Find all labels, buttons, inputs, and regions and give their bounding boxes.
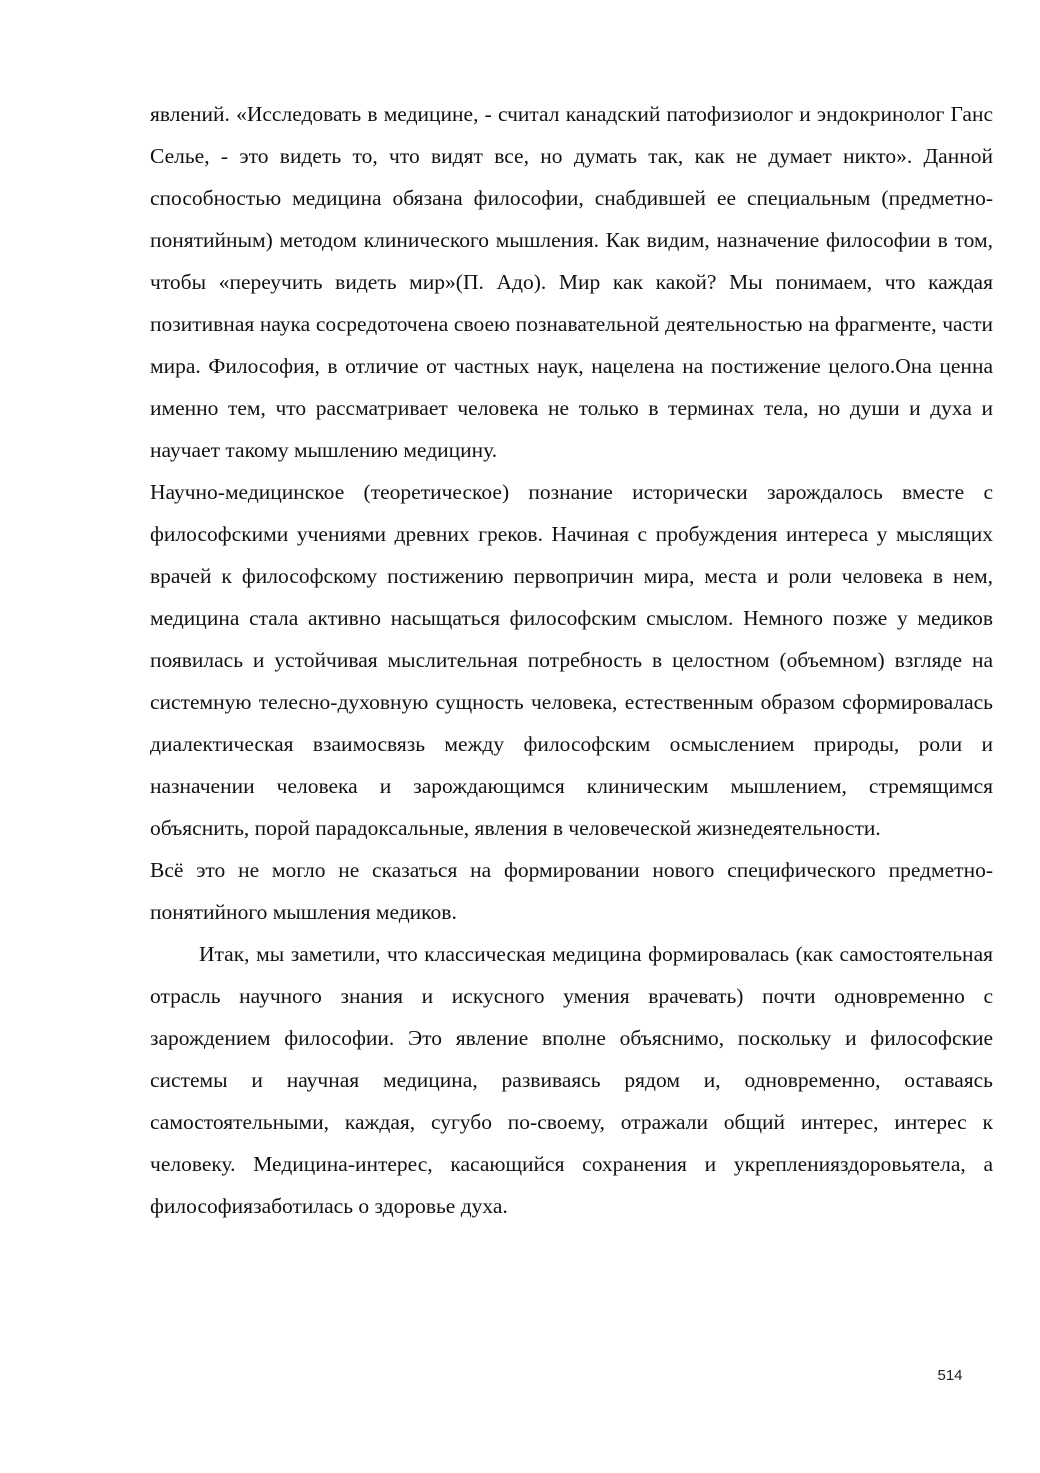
page-number: 514 <box>937 1367 963 1384</box>
paragraph-1: явлений. «Исследовать в медицине, - считал канадский патофизиолог и эндокринолог Ганс Селье, - это видеть то, что видят все, но думать так, как не думает никто». Данной способностью медицина обязана философии, снабдившей ее специальным (предметно-понятийным) методом клинического мышления. Как видим, назначение философии в том, чтобы «переучить видеть мир»(П. Адо). Мир как какой? Мы понимаем, что каждая позитивная наука сосредоточена своею познавательной деятельностью на фрагменте, части мира. Философия, в отличие от частных наук, нацелена на постижение целого.Она ценна именно тем, что рассматривает человека не только в терминах тела, но души и духа и научает такому мышлению медицину. <box>150 102 993 462</box>
paragraph-4: Итак, мы заметили, что классическая медицина формировалась (как самостоятельная отрасль научного знания и искусного умения врачевать) почти одновременно с зарождением философии. Это явление вполне объяснимо, поскольку и философские системы и научная медицина, развиваясь рядом и, одновременно, оставаясь самостоятельными, каждая, сугубо по-своему, отражали общий интерес, интерес к человеку. Медицина-интерес, касающийся сохранения и укрепленияздоровьятела, а философиязаботилась о здоровье духа. <box>150 942 993 1218</box>
paragraph-2: Научно-медицинское (теоретическое) познание исторически зарождалось вместе с философскими учениями древних греков. Начиная с пробуждения интереса у мыслящих врачей к философскому постижению первопричин мира, места и роли человека в нем, медицина стала активно насыщаться философским смыслом. Немного позже у медиков появилась и устойчивая мыслительная потребность в целостном (объемном) взгляде на системную телесно-духовную сущность человека, естественным образом сформировалась диалектическая взаимосвязь между философским осмыслением природы, роли и назначении человека и зарождающимся клиническим мышлением, стремящимся объяснить, порой парадоксальные, явления в человеческой жизнедеятельности. <box>150 480 993 840</box>
paragraph-3: Всё это не могло не сказаться на формировании нового специфического предметно-понятийного мышления медиков. <box>150 858 993 924</box>
body-text <box>150 93 993 1227</box>
